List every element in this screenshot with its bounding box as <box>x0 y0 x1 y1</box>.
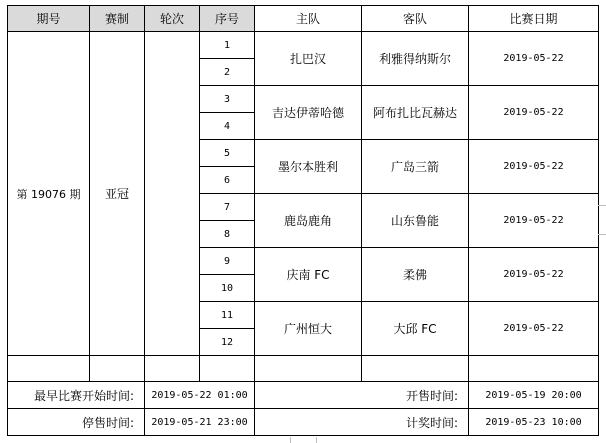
seq-cell[interactable]: 11 <box>200 302 255 329</box>
away-team-cell[interactable]: 阿布扎比瓦赫达 <box>362 86 469 140</box>
header-period: 期号 <box>8 6 90 32</box>
home-team-cell[interactable]: 扎巴汉 <box>255 32 362 86</box>
sale-open-value[interactable]: 2019-05-19 20:00 <box>469 382 599 409</box>
header-row <box>8 6 599 32</box>
away-team-cell[interactable]: 柔佛 <box>362 248 469 302</box>
seq-cell[interactable]: 7 <box>200 194 255 221</box>
home-team-cell[interactable]: 吉达伊蒂哈德 <box>255 86 362 140</box>
seq-cell[interactable]: 12 <box>200 329 255 356</box>
match-date-cell[interactable]: 2019-05-22 <box>469 194 599 248</box>
header-round: 轮次 <box>145 6 200 32</box>
empty-cell[interactable] <box>255 356 362 382</box>
seq-cell[interactable]: 10 <box>200 275 255 302</box>
sale-open-label[interactable]: 开售时间: <box>255 382 469 409</box>
seq-cell[interactable]: 8 <box>200 221 255 248</box>
sheet-gridline-fragment <box>598 205 606 235</box>
match-date-cell[interactable]: 2019-05-22 <box>469 32 599 86</box>
seq-cell[interactable]: 2 <box>200 59 255 86</box>
sale-stop-value[interactable]: 2019-05-21 23:00 <box>145 409 255 436</box>
seq-cell[interactable]: 9 <box>200 248 255 275</box>
away-team-cell[interactable]: 广岛三箭 <box>362 140 469 194</box>
prize-calc-label[interactable]: 计奖时间: <box>255 409 469 436</box>
round-cell[interactable] <box>145 32 200 356</box>
empty-cell[interactable] <box>90 356 145 382</box>
home-team-cell[interactable]: 庆南 FC <box>255 248 362 302</box>
footer-row-stop <box>8 409 599 436</box>
match-date-cell[interactable]: 2019-05-22 <box>469 86 599 140</box>
empty-cell[interactable] <box>200 356 255 382</box>
empty-cell[interactable] <box>469 356 599 382</box>
away-team-cell[interactable]: 大邱 FC <box>362 302 469 356</box>
home-team-cell[interactable]: 鹿岛鹿角 <box>255 194 362 248</box>
header-away: 客队 <box>362 6 469 32</box>
sale-stop-label[interactable]: 停售时间: <box>8 409 145 436</box>
match-date-cell[interactable]: 2019-05-22 <box>469 140 599 194</box>
match-date-cell[interactable]: 2019-05-22 <box>469 248 599 302</box>
seq-cell[interactable]: 1 <box>200 32 255 59</box>
empty-cell[interactable] <box>8 356 90 382</box>
header-home: 主队 <box>255 6 362 32</box>
sheet-gridline-fragment <box>316 437 317 443</box>
home-team-cell[interactable]: 墨尔本胜利 <box>255 140 362 194</box>
table-row <box>8 32 599 59</box>
seq-cell[interactable]: 6 <box>200 167 255 194</box>
empty-cell[interactable] <box>145 356 200 382</box>
earliest-start-label[interactable]: 最早比赛开始时间: <box>8 382 145 409</box>
seq-cell[interactable]: 3 <box>200 86 255 113</box>
period-cell[interactable]: 第 19076 期 <box>8 32 90 356</box>
prize-calc-value[interactable]: 2019-05-23 10:00 <box>469 409 599 436</box>
blank-row <box>8 356 599 382</box>
empty-cell[interactable] <box>362 356 469 382</box>
competition-cell[interactable]: 亚冠 <box>90 32 145 356</box>
match-date-cell[interactable]: 2019-05-22 <box>469 302 599 356</box>
earliest-start-value[interactable]: 2019-05-22 01:00 <box>145 382 255 409</box>
header-seq: 序号 <box>200 6 255 32</box>
home-team-cell[interactable]: 广州恒大 <box>255 302 362 356</box>
away-team-cell[interactable]: 利雅得纳斯尔 <box>362 32 469 86</box>
seq-cell[interactable]: 4 <box>200 113 255 140</box>
header-competition: 赛制 <box>90 6 145 32</box>
seq-cell[interactable]: 5 <box>200 140 255 167</box>
away-team-cell[interactable]: 山东鲁能 <box>362 194 469 248</box>
sheet-gridline-fragment <box>290 437 291 443</box>
match-schedule-table <box>7 5 599 436</box>
header-date: 比赛日期 <box>469 6 599 32</box>
footer-row-start <box>8 382 599 409</box>
